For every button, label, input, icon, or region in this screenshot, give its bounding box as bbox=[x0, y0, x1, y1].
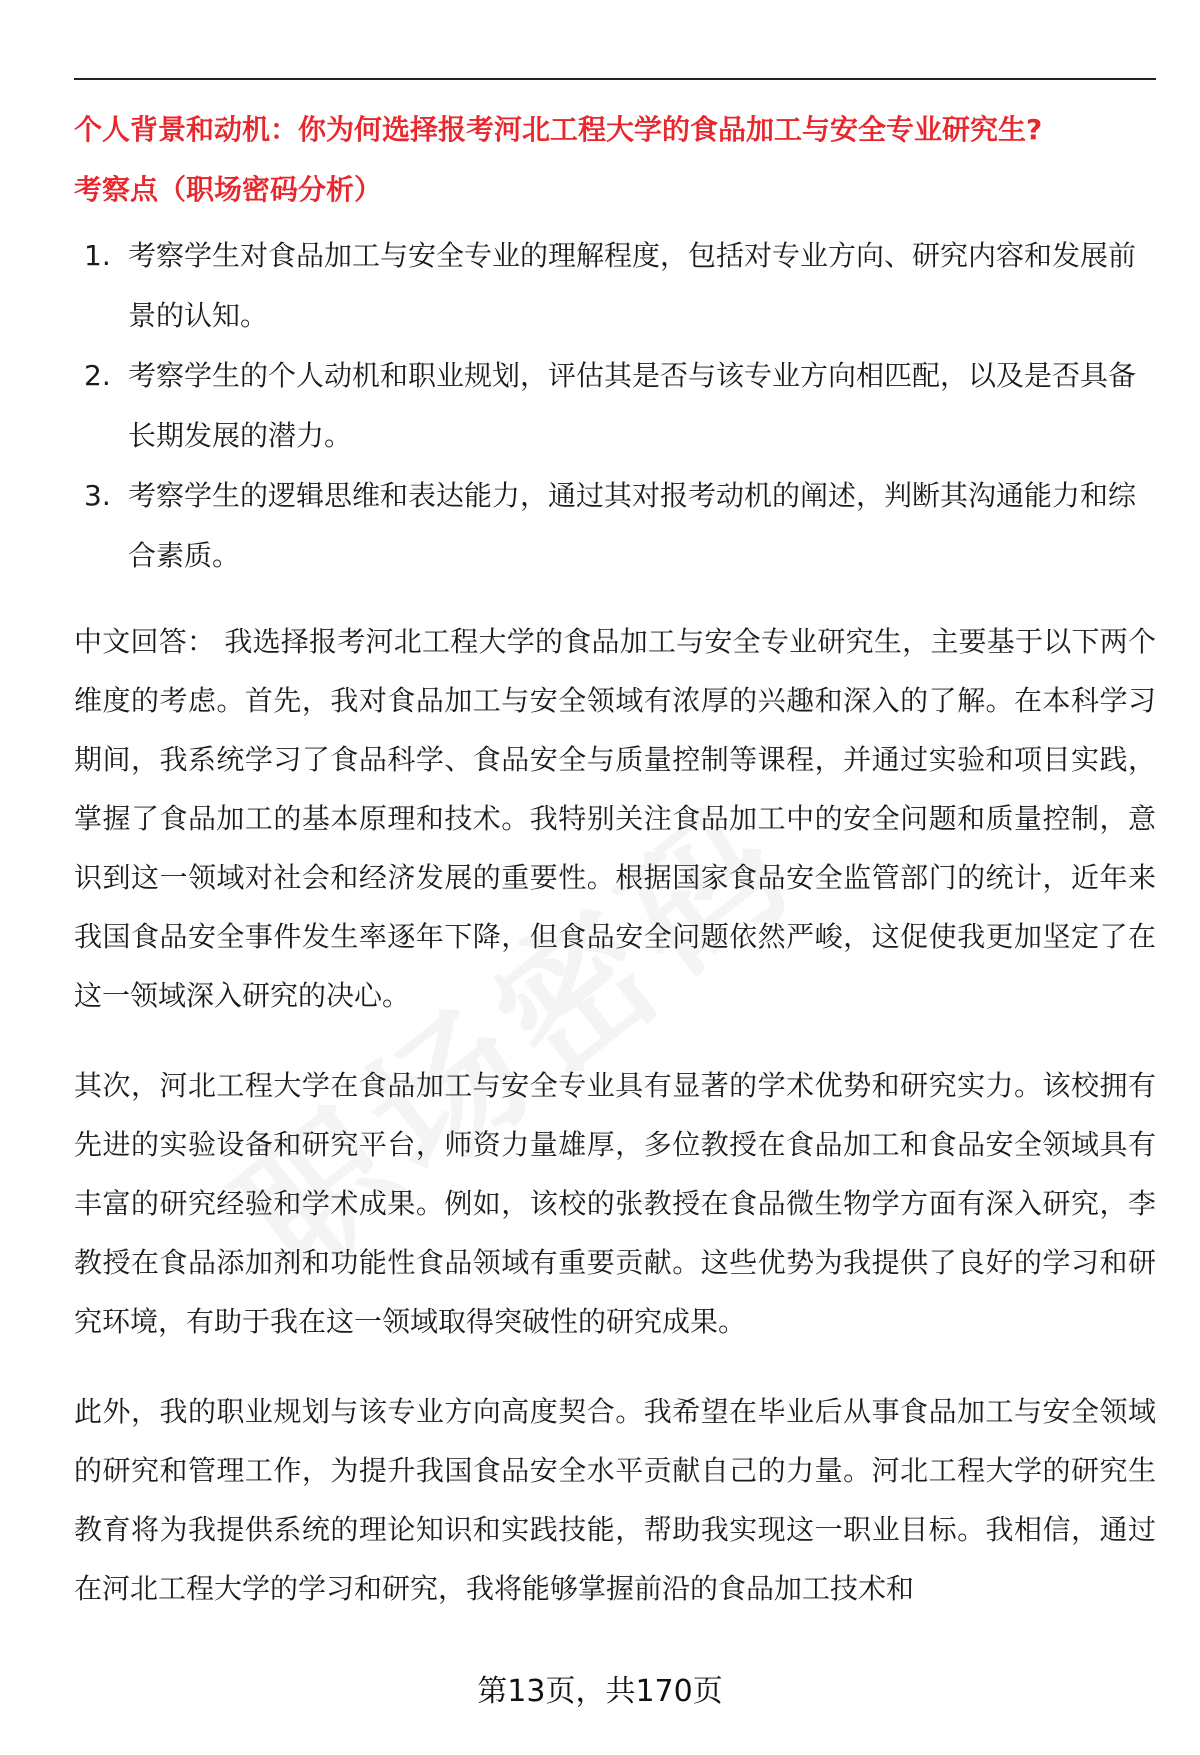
list-text: 考察学生对食品加工与安全专业的理解程度，包括对专业方向、研究内容和发展前景的认知。 bbox=[128, 239, 1137, 332]
list-text: 考察学生的逻辑思维和表达能力，通过其对报考动机的阐述，判断其沟通能力和综合素质。 bbox=[128, 479, 1137, 572]
list-item bbox=[74, 346, 1156, 466]
content bbox=[74, 100, 1156, 1618]
list-number: 2. bbox=[84, 359, 111, 392]
top-rule bbox=[74, 78, 1156, 80]
page-number: 第13页，共170页 bbox=[477, 1674, 723, 1709]
answer-paragraph: 此外，我的职业规划与该专业方向高度契合。我希望在毕业后从事食品加工与安全领域的研究和管理工作，为提升我国食品安全水平贡献自己的力量。河北工程大学的研究生教育将为我提供系统的理论知识和实践技能，帮助我实现这一职业目标。我相信，通过在河北工程大学的学习和研究，我将能够掌握前沿的食品加工技术和 bbox=[74, 1395, 1156, 1605]
question-title: 个人背景和动机：你为何选择报考河北工程大学的食品加工与安全专业研究生? bbox=[74, 113, 1043, 146]
answer-paragraph: 其次，河北工程大学在食品加工与安全专业具有显著的学术优势和研究实力。该校拥有先进的实验设备和研究平台，师资力量雄厚，多位教授在食品加工和食品安全领域具有丰富的研究经验和学术成果。例如，该校的张教授在食品微生物学方面有深入研究，李教授在食品添加剂和功能性食品领域有重要贡献。这些优势为我提供了良好的学习和研究环境，有助于我在这一领域取得突破性的研究成果。 bbox=[74, 1069, 1156, 1338]
answer-paragraph: 中文回答： 我选择报考河北工程大学的食品加工与安全专业研究生，主要基于以下两个维度的考虑。首先，我对食品加工与安全领域有浓厚的兴趣和深入的了解。在本科学习期间，我系统学习了食品科学、食品安全与质量控制等课程，并通过实验和项目实践，掌握了食品加工的基本原理和技术。我特别关注食品加工中的安全问题和质量控制，意识到这一领域对社会和经济发展的重要性。根据国家食品安全监管部门的统计，近年来我国食品安全事件发生率逐年下降，但食品安全问题依然严峻，这促使我更加坚定了在这一领域深入研究的决心。 bbox=[74, 625, 1156, 1012]
list-number: 3. bbox=[84, 479, 111, 512]
list-item bbox=[74, 226, 1156, 346]
list-number: 1. bbox=[84, 239, 111, 272]
section-subtitle: 考察点（职场密码分析） bbox=[74, 173, 383, 206]
list-item bbox=[74, 466, 1156, 586]
list-text: 考察学生的个人动机和职业规划，评估其是否与该专业方向相匹配，以及是否具备长期发展的潜力。 bbox=[128, 359, 1137, 452]
assessment-points-list bbox=[74, 226, 1156, 586]
